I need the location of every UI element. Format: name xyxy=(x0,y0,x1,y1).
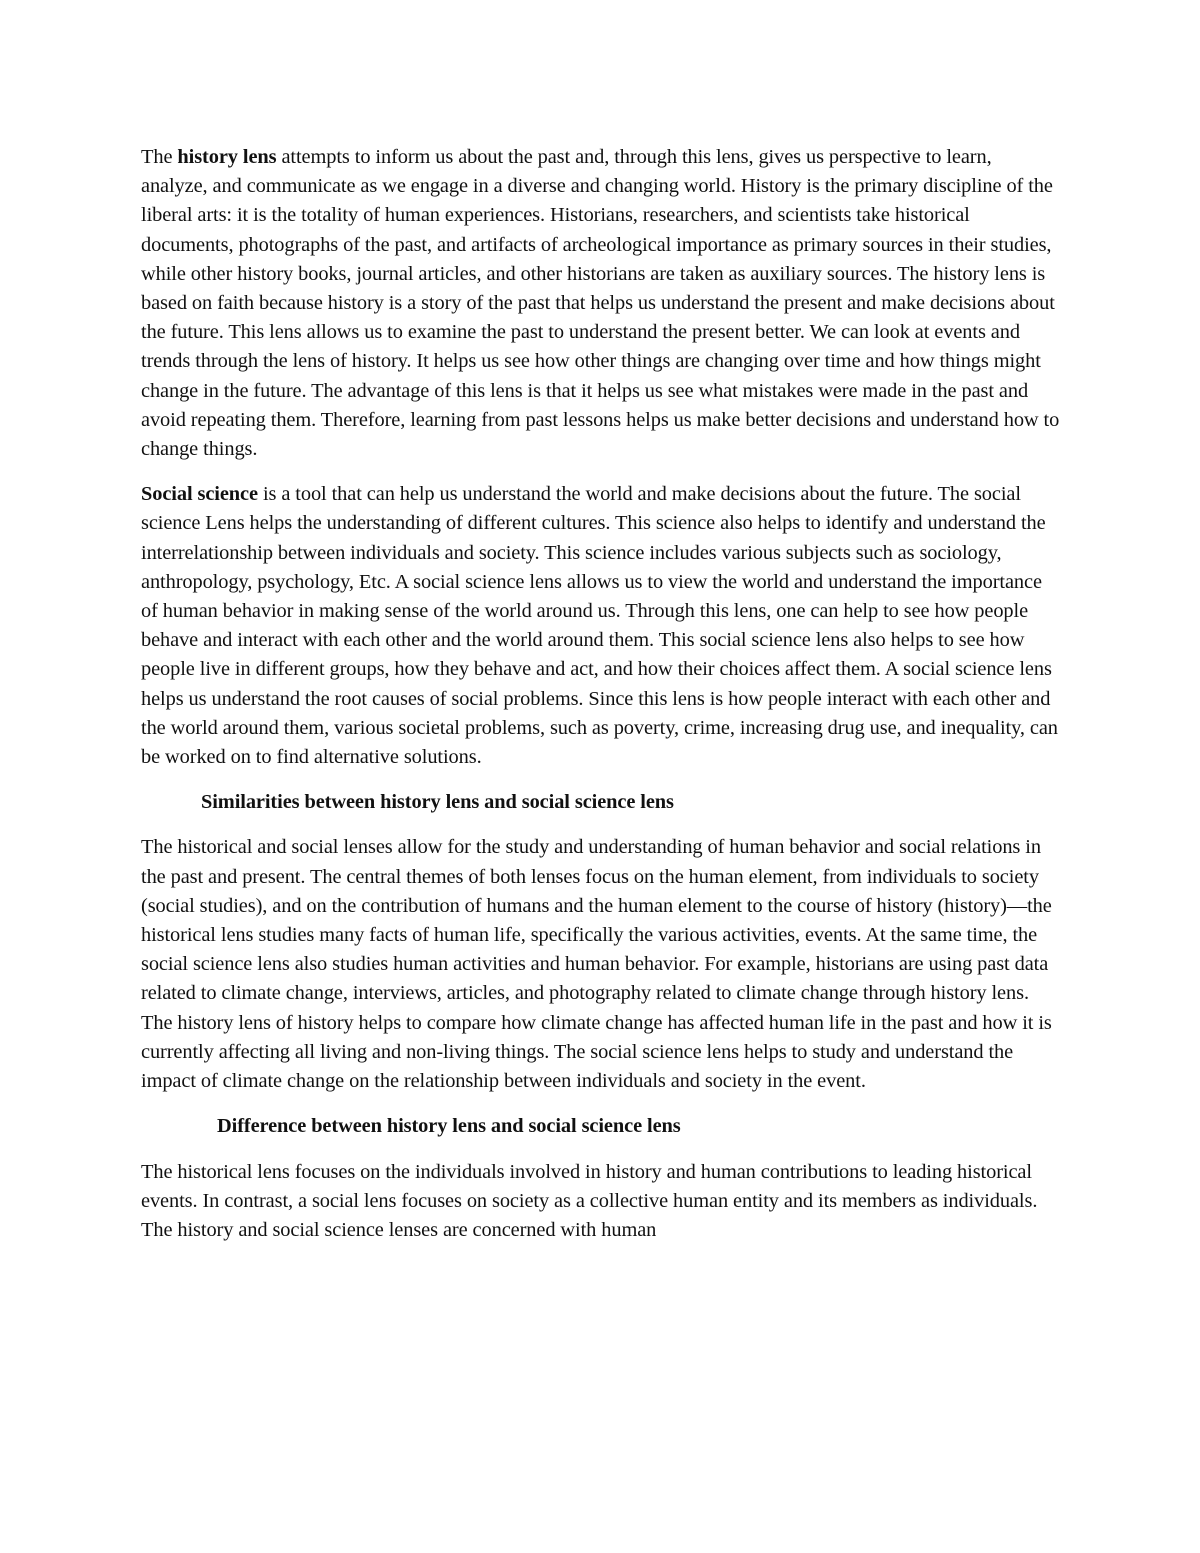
term-history-lens: history lens xyxy=(177,146,277,168)
paragraph-lead-text: The xyxy=(141,146,178,168)
paragraph-body-text: attempts to inform us about the past and, through this lens, gives us perspective to learn, analyze, and communicate as we engage in a diverse and changing world. History is the primary discipline of the liberal arts: it is the totality of human experiences. Historians, researchers, and scientists take historical documents, photographs of the past, and artifacts of archeological importance as primary sources in their studies, while other history books, journal articles, and other historians are taken as auxiliary sources. The history lens is based on faith because history is a story of the past that helps us understand the present and make decisions about the future. This lens allows us to examine the past to understand the present better. We can look at events and trends through the lens of history. It helps us see how other things are changing over time and how things might change in the future. The advantage of this lens is that it helps us see what mistakes were made in the past and avoid repeating them. Therefore, learning from past lessons helps us make better decisions and understand how to change things. xyxy=(141,146,1060,461)
paragraph-history-lens xyxy=(141,143,1061,464)
paragraph-difference: The historical lens focuses on the individuals involved in history and human contributions to leading historical events. In contrast, a social lens focuses on society as a collective human entity and its members as individuals. The history and social science lenses are concerned with human xyxy=(141,1160,1038,1241)
heading-similarities: Similarities between history lens and social science lens xyxy=(201,791,674,814)
term-social-science: Social science xyxy=(141,483,258,506)
heading-difference: Difference between history lens and social science lens xyxy=(217,1115,681,1138)
paragraph-social-science xyxy=(141,480,1061,772)
paragraph-body-text: is a tool that can help us understand the world and make decisions about the future. The social science Lens helps the understanding of different cultures. This science also helps to identify and understand the interrelationship between individuals and society. This science includes various subjects such as sociology, anthropology, psychology, Etc. A social science lens allows us to view the world and understand the importance of human behavior in making sense of the world around us. Through this lens, one can help to see how people behave and interact with each other and the world around them. This social science lens also helps to see how people live in different groups, how they behave and act, and how their choices affect them. A social science lens helps us understand the root causes of social problems. Since this lens is how people interact with each other and the world around them, various societal problems, such as poverty, crime, increasing drug use, and inequality, can be worked on to find alternative solutions. xyxy=(141,483,1058,769)
paragraph-similarities: The historical and social lenses allow for the study and understanding of human behavior and social relations in the past and present. The central themes of both lenses focus on the human element, from individuals to society (social studies), and on the contribution of humans and the human element to the course of history (history)—the historical lens studies many facts of human life, specifically the various activities, events. At the same time, the social science lens also studies human activities and human behavior. For example, historians are using past data related to climate change, interviews, articles, and photography related to climate change through history lens. The history lens of history helps to compare how climate change has affected human life in the past and how it is currently affecting all living and non-living things. The social science lens helps to study and understand the impact of climate change on the relationship between individuals and society in the event. xyxy=(141,836,1052,1093)
document-body xyxy=(141,143,1061,1261)
